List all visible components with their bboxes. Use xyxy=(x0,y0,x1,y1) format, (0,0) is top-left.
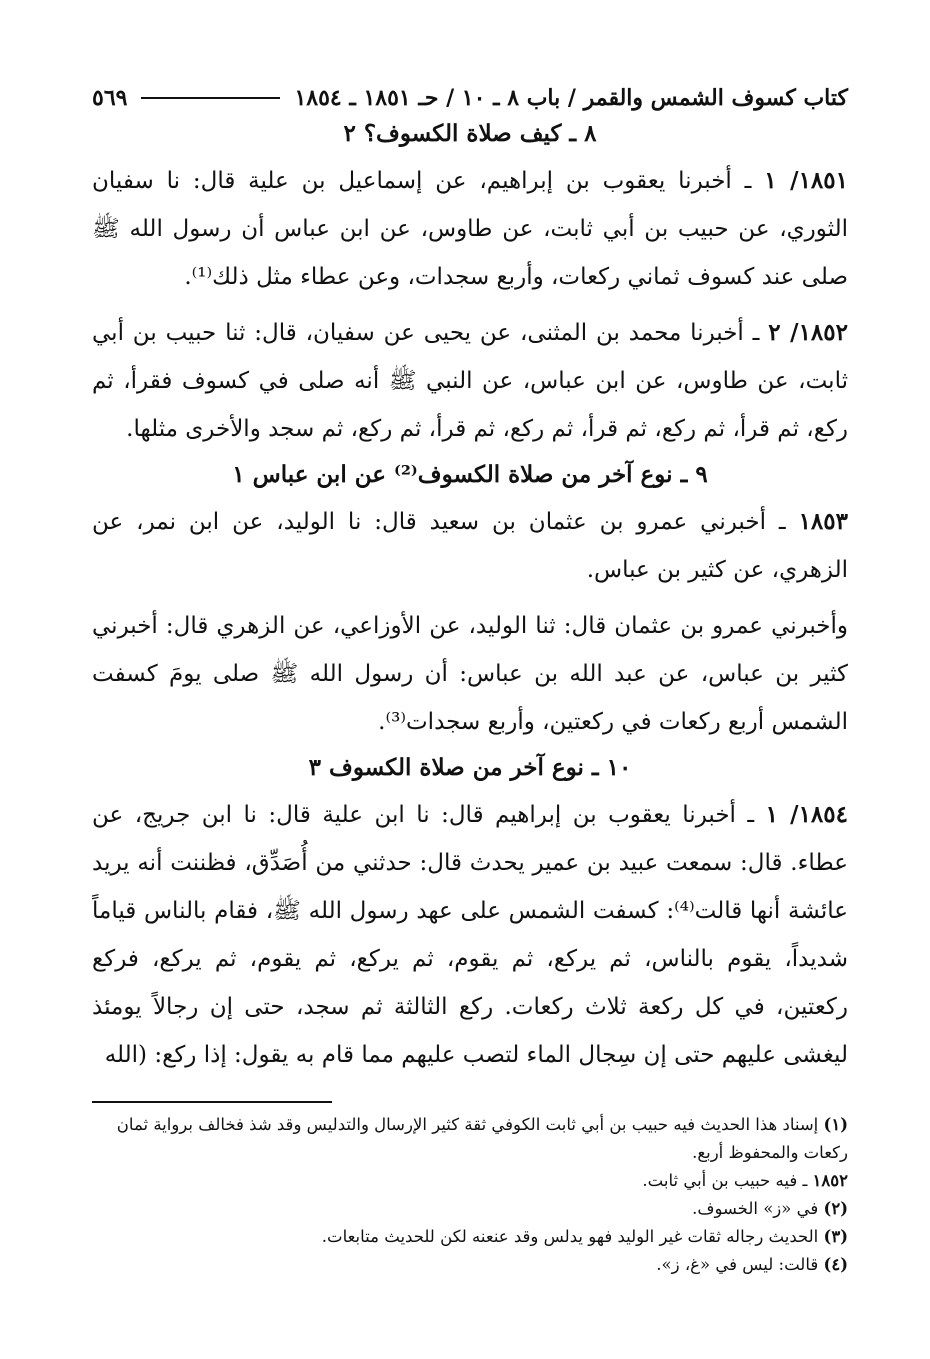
footnote-number: (٢) xyxy=(823,1199,848,1218)
footnote-text: الحديث رجاله ثقات غير الوليد فهو يدلس وقد عنعنه لكن للحديث متابعات. xyxy=(321,1227,819,1246)
header-title: كتاب كسوف الشمس والقمر / باب ٨ ـ ١٠ / حـ ١٨٥١ ـ ١٨٥٤ xyxy=(294,85,848,111)
hadith-paragraph xyxy=(92,498,848,594)
footnote-text: إسناد هذا الحديث فيه حبيب بن أبي ثابت الكوفي ثقة كثير الإرسال والتدليس وقد شذ فخالف برواية ثمان ركعات والمحفوظ أربع. xyxy=(116,1115,848,1162)
hadith-number: ١٨٥٢/ ٢ xyxy=(768,319,848,346)
footnote xyxy=(92,1111,848,1167)
header-rule xyxy=(141,97,280,99)
hadith-text: وأخبرني عمرو بن عثمان قال: ثنا الوليد، عن الأوزاعي، عن الزهري قال: أخبرني كثير بن عباس، عن عبد الله بن عباس: أن رسول الله ﷺ صلى يومَ كسفت الشمس أربع ركعات في ركعتين، وأربع سجدات⁽³⁾. xyxy=(92,613,848,735)
footnote-number: (٣) xyxy=(823,1227,848,1246)
hadith-text: ـ أخبرنا يعقوب بن إبراهيم قال: نا ابن علية قال: نا ابن جريج، عن عطاء. قال: سمعت عبيد بن عمير يحدث قال: حدثني من أُصَدِّق، فظننت أنه يريد عائشة أنها قالت⁽⁴⁾: كسفت الشمس على عهد رسول الله ﷺ، فقام بالناس قياماً شديداً، يقوم بالناس، ثم يركع، ثم يقوم، ثم يركع، ثم يقوم، ثم يركع، فركع ركعتين، في كل ركعة ثلاث ركعات. ركع الثالثة ثم سجد، حتى إن رجالاً يومئذ ليغشى عليهم حتى إن سِجال الماء لتصب عليهم مما قام به يقول: إذا ركع: (الله xyxy=(92,802,849,1068)
book-page xyxy=(92,78,848,1339)
footnote-number: (١) xyxy=(823,1115,848,1134)
hadith-paragraph xyxy=(92,157,848,301)
footnote-text: قالت: ليس في «غ، ز». xyxy=(656,1255,819,1274)
footnote-number: (٤) xyxy=(823,1255,848,1274)
footnote xyxy=(92,1251,848,1279)
section-title: ١٠ ـ نوع آخر من صلاة الكسوف ٣ xyxy=(308,754,632,781)
footnote xyxy=(92,1167,848,1195)
footnote-separator xyxy=(92,1101,332,1103)
hadith-text: ـ أخبرنا يعقوب بن إبراهيم، عن إسماعيل بن علية قال: نا سفيان الثوري، عن حبيب بن أبي ثابت، عن طاوس، عن ابن عباس أن رسول الله ﷺ صلى عند كسوف ثماني ركعات، وأربع سجدات، وعن عطاء مثل ذلك⁽¹⁾. xyxy=(92,168,848,290)
footnote-number: ١٨٥٢ xyxy=(812,1171,848,1190)
page-number: ٥٦٩ xyxy=(92,85,128,111)
hadith-number: ١٨٥٤/ ١ xyxy=(765,801,848,828)
hadith-paragraph xyxy=(92,309,848,453)
hadith-text: ـ أخبرني عمرو بن عثمان بن سعيد قال: نا الوليد، عن ابن نمر، عن الزهري، عن كثير بن عباس. xyxy=(92,509,848,583)
running-header xyxy=(92,78,848,118)
hadith-paragraph xyxy=(92,791,848,1079)
footnote xyxy=(92,1223,848,1251)
hadith-text: ـ أخبرنا محمد بن المثنى، عن يحيى عن سفيان، قال: ثنا حبيب بن أبي ثابت، عن طاوس، عن ابن عباس، عن النبي ﷺ أنه صلى في كسوف فقرأ، ثم ركع، ثم قرأ، ثم ركع، ثم قرأ، ثم ركع، ثم قرأ، ثم ركع، ثم سجد والأخرى مثلها. xyxy=(92,320,848,442)
footnote-text: ـ فيه حبيب بن أبي ثابت. xyxy=(642,1171,813,1190)
hadith-paragraph xyxy=(92,602,848,746)
footnote xyxy=(92,1195,848,1223)
hadith-number: ١٨٥١/ ١ xyxy=(764,167,848,194)
section-title: ٨ ـ كيف صلاة الكسوف؟ ٢ xyxy=(343,120,597,147)
hadith-number: ١٨٥٣ xyxy=(798,508,848,535)
footnote-text: في «ز» الخسوف. xyxy=(692,1199,819,1218)
section-title: ٩ ـ نوع آخر من صلاة الكسوف⁽²⁾ عن ابن عباس ١ xyxy=(232,461,708,488)
